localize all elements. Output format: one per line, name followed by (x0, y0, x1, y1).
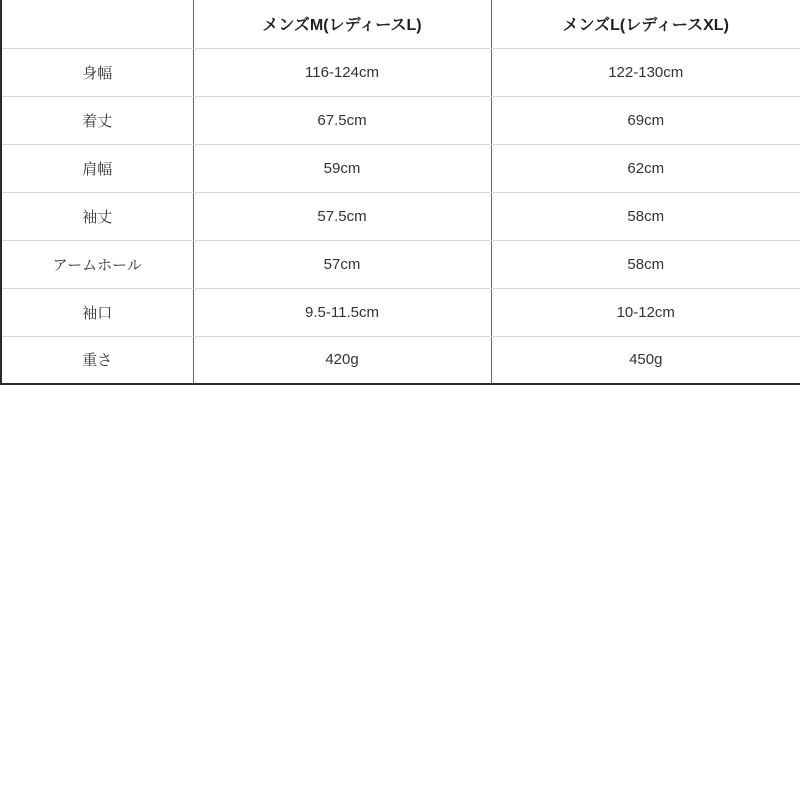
table-row (1, 336, 800, 384)
row-label: 着丈 (1, 96, 193, 144)
table-row (1, 144, 800, 192)
row-label: 重さ (1, 336, 193, 384)
row-label: 身幅 (1, 48, 193, 96)
row-label: アームホール (1, 240, 193, 288)
header-cell-size-l: メンズL(レディースXL) (491, 0, 800, 48)
cell-value: 420g (193, 336, 491, 384)
cell-value: 67.5cm (193, 96, 491, 144)
cell-value: 450g (491, 336, 800, 384)
cell-value: 10-12cm (491, 288, 800, 336)
cell-value: 116-124cm (193, 48, 491, 96)
cell-value: 57.5cm (193, 192, 491, 240)
row-label: 袖丈 (1, 192, 193, 240)
row-label: 肩幅 (1, 144, 193, 192)
table-row (1, 192, 800, 240)
table-row (1, 288, 800, 336)
cell-value: 9.5-11.5cm (193, 288, 491, 336)
cell-value: 62cm (491, 144, 800, 192)
cell-value: 58cm (491, 240, 800, 288)
cell-value: 57cm (193, 240, 491, 288)
size-chart-body (1, 48, 800, 384)
table-row (1, 240, 800, 288)
table-row (1, 48, 800, 96)
cell-value: 122-130cm (491, 48, 800, 96)
size-chart-header-row (1, 0, 800, 48)
cell-value: 69cm (491, 96, 800, 144)
table-row (1, 96, 800, 144)
row-label: 袖口 (1, 288, 193, 336)
cell-value: 59cm (193, 144, 491, 192)
size-chart-table (0, 0, 800, 385)
header-cell-blank (1, 0, 193, 48)
cell-value: 58cm (491, 192, 800, 240)
header-cell-size-m: メンズM(レディースL) (193, 0, 491, 48)
